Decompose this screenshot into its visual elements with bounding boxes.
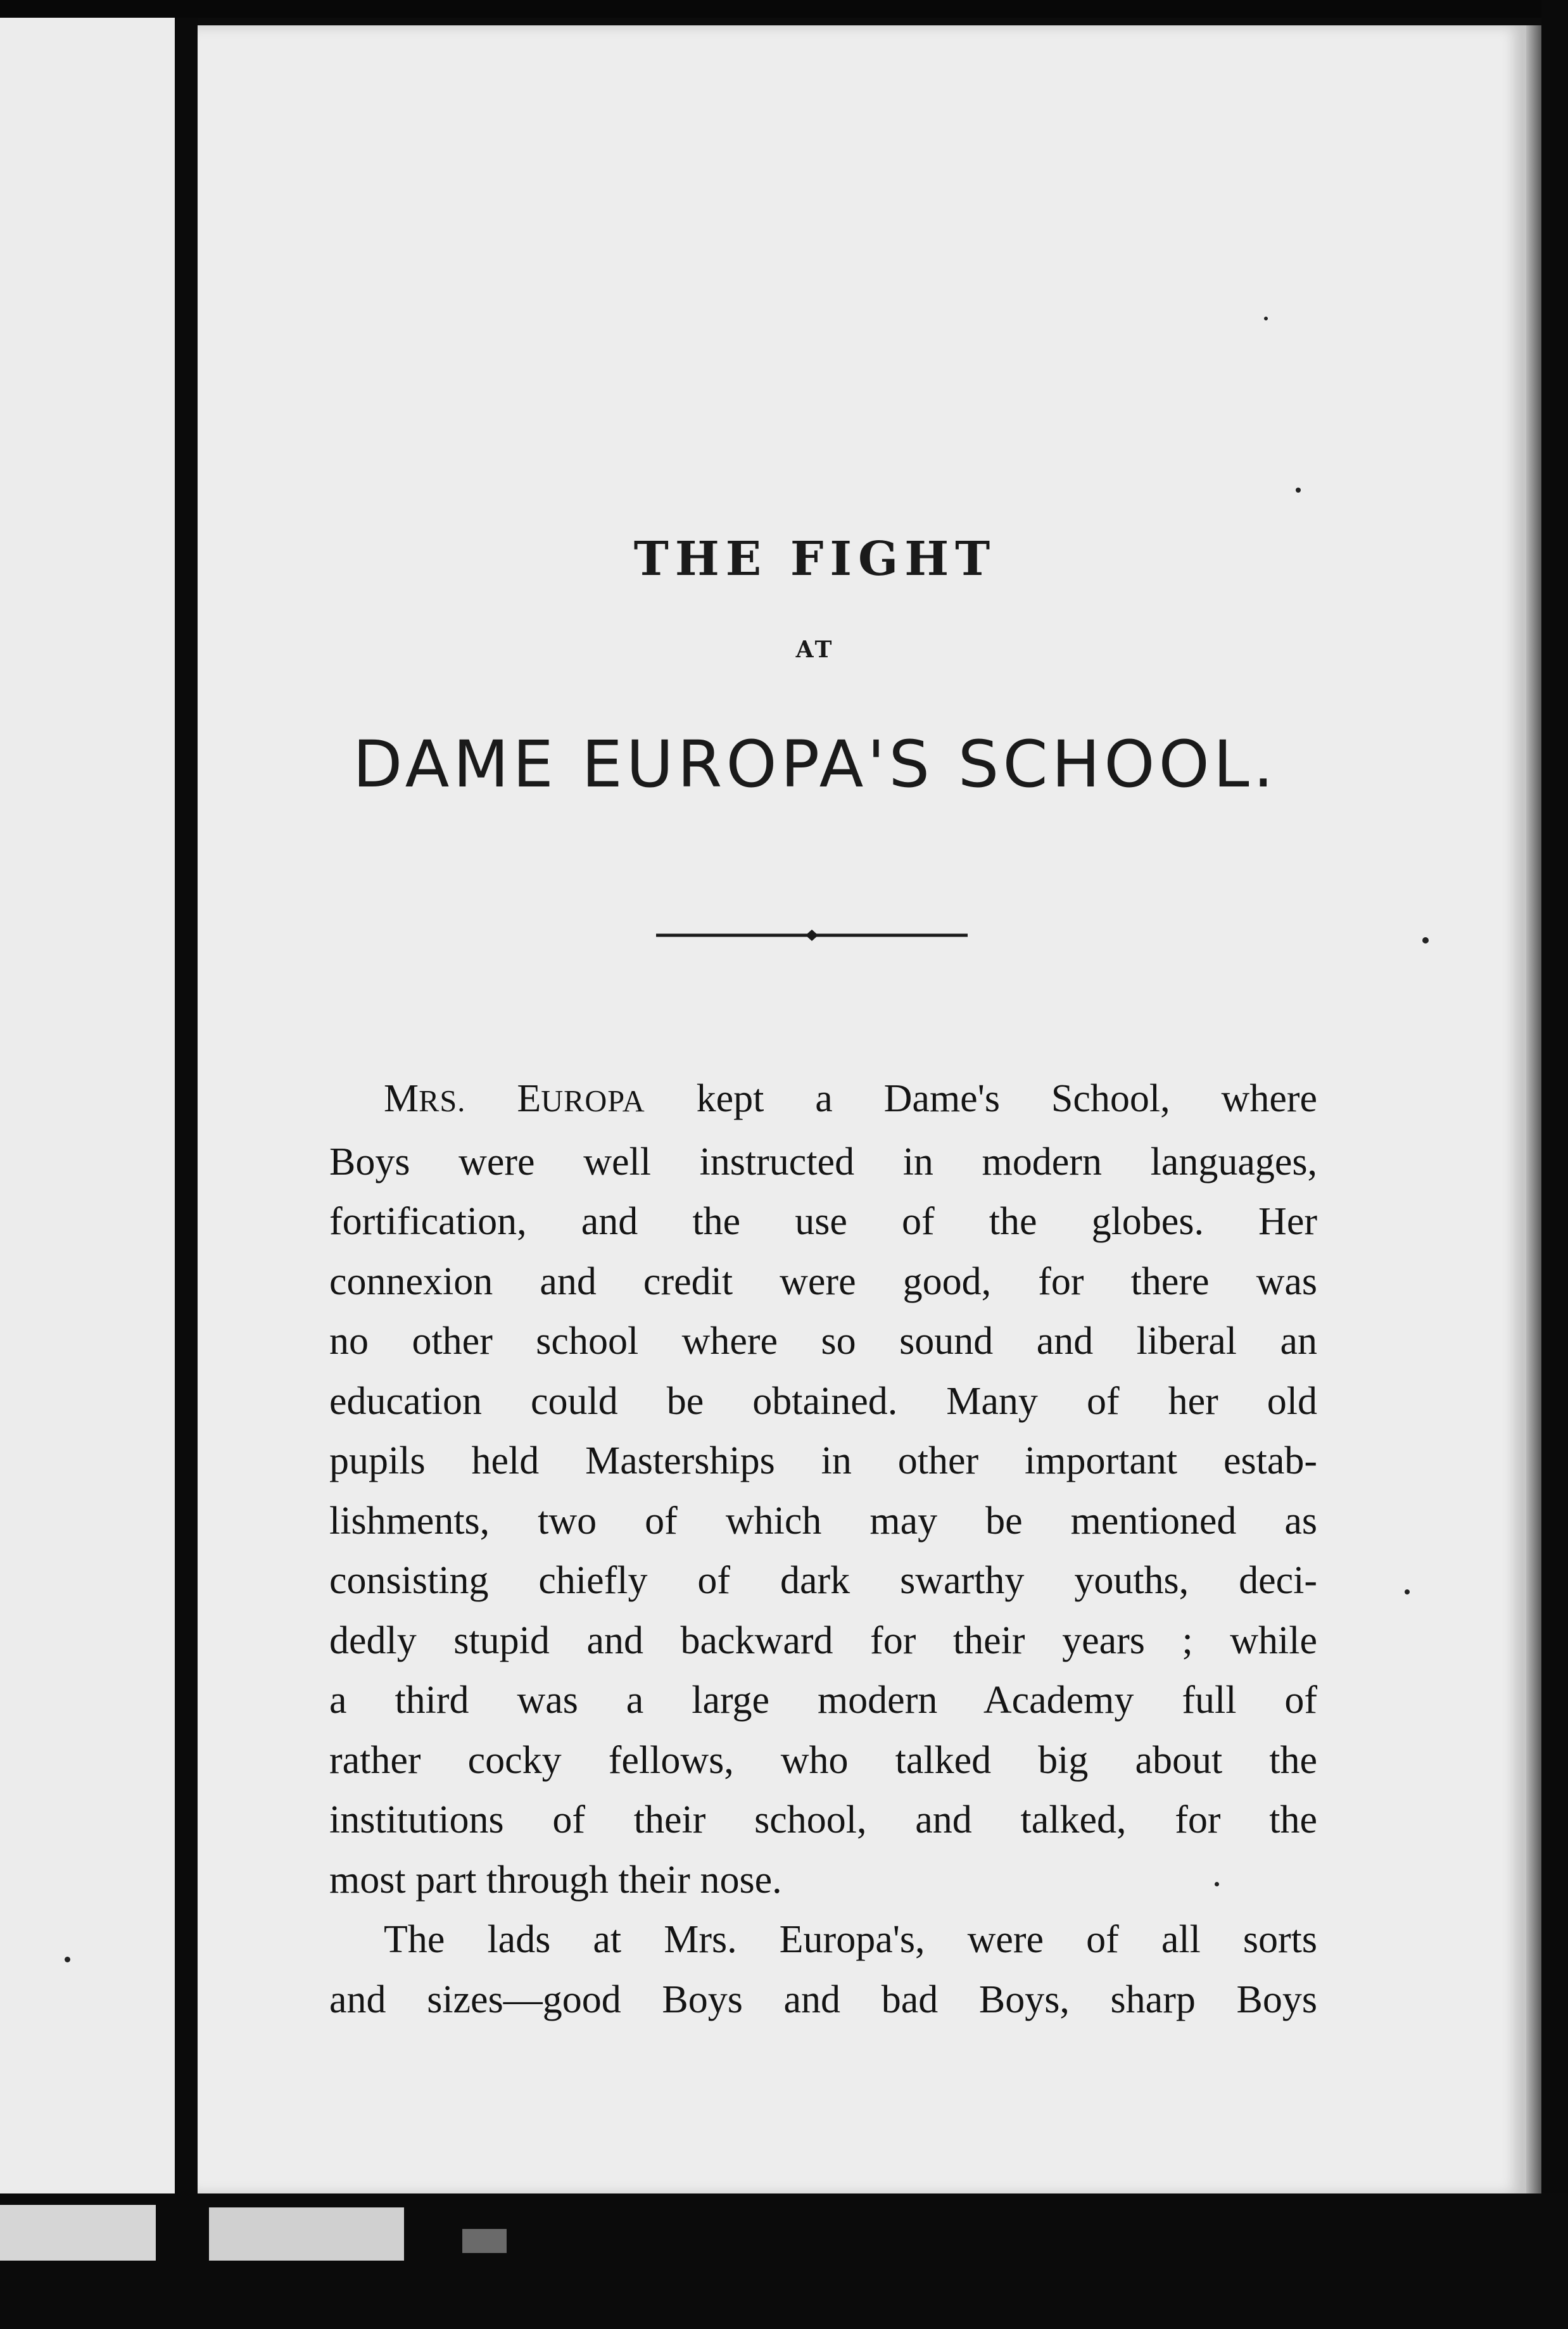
top-scan-border bbox=[0, 0, 1568, 18]
binding-gutter bbox=[175, 18, 198, 2193]
smallcaps-word: EUROPA bbox=[517, 1077, 645, 1120]
paper-speck bbox=[1264, 317, 1268, 320]
text-line: rather cocky fellows, who talked big about the bbox=[329, 1738, 1317, 1782]
title-line-at: AT bbox=[795, 636, 835, 663]
paper-speck bbox=[1296, 488, 1301, 493]
text-line: Boys were well instructed in modern languages, bbox=[329, 1140, 1317, 1183]
bottom-scan-mark bbox=[462, 2229, 507, 2253]
text-line: connexion and credit were good, for there was bbox=[329, 1259, 1317, 1303]
text-line: most part through their nose. bbox=[329, 1858, 782, 1902]
paper-speck bbox=[65, 1957, 70, 1962]
title-line-school: DAME EUROPA'S SCHOOL. bbox=[352, 727, 1278, 802]
paper-speck bbox=[1215, 1882, 1219, 1886]
text-line: a third was a large modern Academy full of bbox=[329, 1679, 1317, 1722]
text-line: education could be obtained. Many of her old bbox=[329, 1379, 1317, 1423]
title-line-the-fight: THE FIGHT bbox=[633, 532, 997, 586]
text-line: MRS. EUROPA kept a Dame's School, where bbox=[384, 1077, 1317, 1120]
bottom-paper-scrap bbox=[209, 2207, 404, 2261]
text-line: pupils held Masterships in other important estab- bbox=[329, 1439, 1317, 1482]
body-text bbox=[329, 1069, 1317, 2029]
paper-speck bbox=[1405, 1589, 1410, 1594]
paper-speck bbox=[1422, 937, 1429, 944]
smallcaps-word: MRS. bbox=[384, 1077, 466, 1120]
text-line: institutions of their school, and talked, for the bbox=[329, 1798, 1317, 1841]
text-line: fortification, and the use of the globes. Her bbox=[329, 1200, 1317, 1243]
text-line: consisting chiefly of dark swarthy youths, deci- bbox=[329, 1559, 1317, 1602]
text-line: lishments, two of which may be mentioned as bbox=[329, 1499, 1317, 1543]
text-line: The lads at Mrs. Europa's, were of all sorts bbox=[384, 1918, 1317, 1961]
ornamental-rule bbox=[654, 926, 970, 945]
text-line: dedly stupid and backward for their years ; while bbox=[329, 1619, 1317, 1662]
right-scan-border bbox=[1541, 0, 1568, 2329]
text-line: and sizes—good Boys and bad Boys, sharp Boys bbox=[329, 1978, 1317, 2021]
page-right-edge bbox=[1526, 25, 1541, 2195]
bottom-paper-scrap bbox=[0, 2205, 156, 2261]
text-line: no other school where so sound and liberal an bbox=[329, 1320, 1317, 1363]
previous-page-edge bbox=[0, 18, 175, 2193]
